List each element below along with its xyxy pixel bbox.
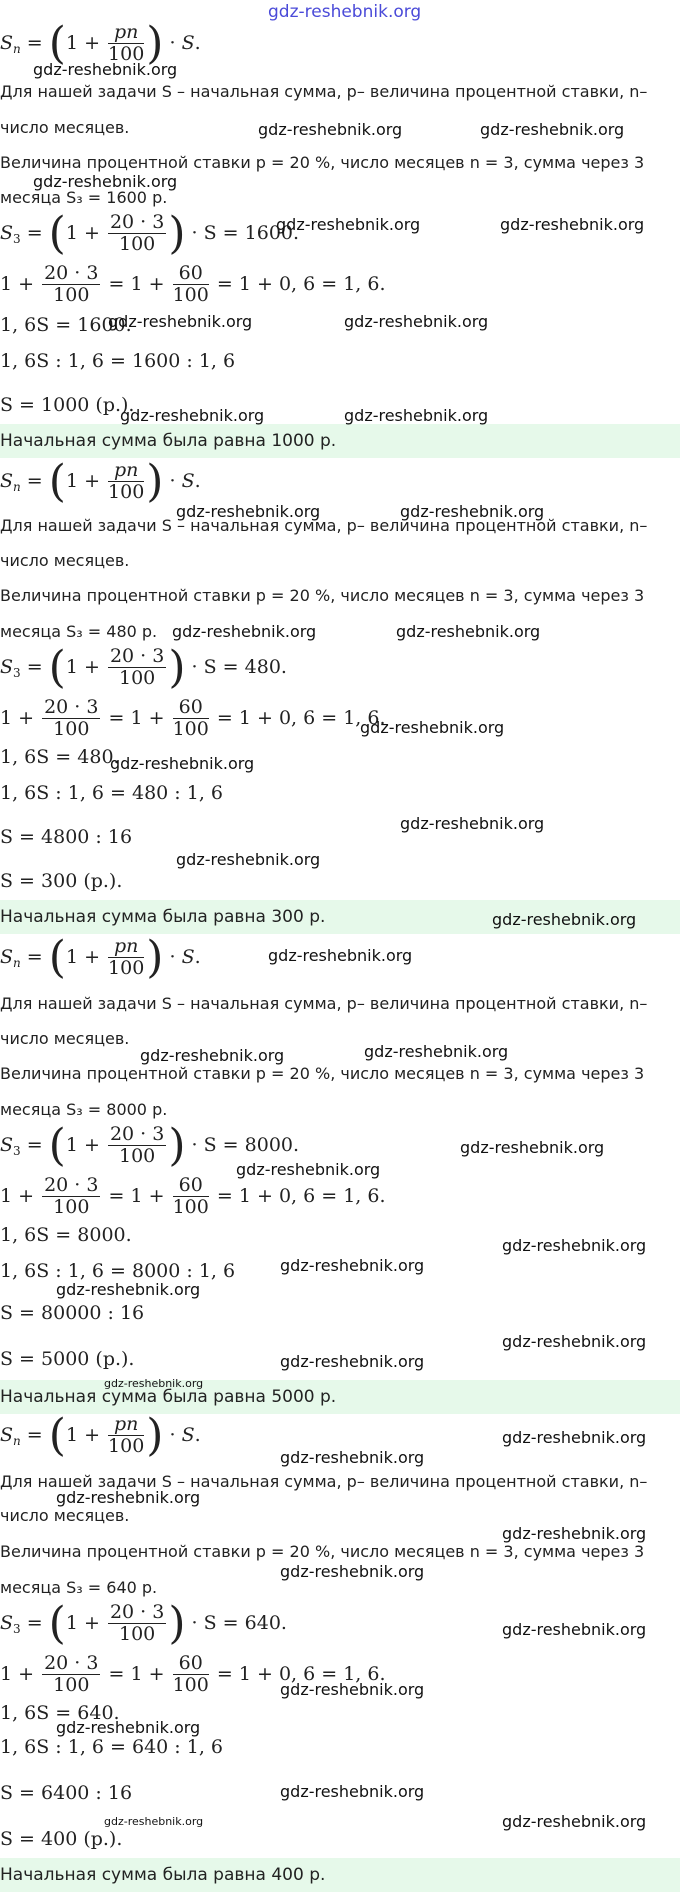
answer-line: Начальная сумма была равна 5000 р. xyxy=(0,1387,337,1407)
watermark: gdz-reshebnik.org xyxy=(502,1236,647,1255)
months-text: число месяцев. xyxy=(0,1506,130,1525)
watermark: gdz-reshebnik.org xyxy=(280,1782,425,1801)
watermark: gdz-reshebnik.org xyxy=(110,754,255,773)
watermark-top[interactable]: gdz-reshebnik.org xyxy=(268,2,422,22)
watermark: gdz-reshebnik.org xyxy=(276,215,421,234)
watermark: gdz-reshebnik.org xyxy=(500,215,645,234)
equation: $S_3 = (1$ + $\frac{20 \cdot 3}{100}$ ) · S = 480. xyxy=(0,642,287,693)
step1: 1, 6S = 8000. xyxy=(0,1224,132,1246)
task-definition: Для нашей задачи S – начальная сумма, p– величина процентной ставки, n– xyxy=(0,82,648,101)
step2: 1, 6S : 1, 6 = 1600 : 1, 6 xyxy=(0,350,236,372)
calc-line: 1 + $\frac{20 \cdot 3}{100}$ = 1 + $\frac{60}{100}$ = 1 + 0, 6 = 1, 6. xyxy=(0,262,386,306)
watermark: gdz-reshebnik.org xyxy=(344,406,489,425)
watermark: gdz-reshebnik.org xyxy=(502,1524,647,1543)
step3: S = 4800 : 16 xyxy=(0,826,133,848)
watermark: gdz-reshebnik.org xyxy=(108,312,253,331)
watermark: gdz-reshebnik.org xyxy=(56,1488,201,1507)
s3-line: месяца S₃ = 480 р. xyxy=(0,622,158,641)
watermark: gdz-reshebnik.org xyxy=(56,1718,201,1737)
watermark: gdz-reshebnik.org xyxy=(104,1377,204,1390)
step2: 1, 6S : 1, 6 = 480 : 1, 6 xyxy=(0,782,224,804)
general-formula: $S_n = (1$ + $\frac{pn}{100}$ ) · S. xyxy=(0,932,201,983)
watermark: gdz-reshebnik.org xyxy=(502,1428,647,1447)
watermark: gdz-reshebnik.org xyxy=(176,502,321,521)
calc-line: 1 + $\frac{20 \cdot 3}{100}$ = 1 + $\frac{60}{100}$ = 1 + 0, 6 = 1, 6. xyxy=(0,1174,386,1218)
general-formula: $S_n = (1$ + $\frac{pn}{100}$ ) · S. xyxy=(0,18,201,69)
watermark: gdz-reshebnik.org xyxy=(33,60,178,79)
watermark: gdz-reshebnik.org xyxy=(400,814,545,833)
watermark: gdz-reshebnik.org xyxy=(258,120,403,139)
watermark: gdz-reshebnik.org xyxy=(502,1620,647,1639)
calc-line: 1 + $\frac{20 \cdot 3}{100}$ = 1 + $\frac{60}{100}$ = 1 + 0, 6 = 1, 6. xyxy=(0,696,386,740)
step3: S = 6400 : 16 xyxy=(0,1782,133,1804)
watermark: gdz-reshebnik.org xyxy=(33,172,178,191)
calc-line: 1 + $\frac{20 \cdot 3}{100}$ = 1 + $\frac{60}{100}$ = 1 + 0, 6 = 1, 6. xyxy=(0,1652,386,1696)
equation: $S_3 = (1$ + $\frac{20 \cdot 3}{100}$ ) · S = 1600. xyxy=(0,208,300,259)
rate-line: Величина процентной ставки p = 20 %, число месяцев n = 3, сумма через 3 xyxy=(0,153,645,172)
months-text: число месяцев. xyxy=(0,118,130,137)
s3-line: месяца S₃ = 640 р. xyxy=(0,1578,158,1597)
watermark: gdz-reshebnik.org xyxy=(280,1352,425,1371)
step2: 1, 6S : 1, 6 = 8000 : 1, 6 xyxy=(0,1260,236,1282)
rate-line: Величина процентной ставки p = 20 %, число месяцев n = 3, сумма через 3 xyxy=(0,1542,645,1561)
step4: S = 5000 (р.). xyxy=(0,1348,135,1370)
watermark: gdz-reshebnik.org xyxy=(280,1448,425,1467)
answer-line: Начальная сумма была равна 300 р. xyxy=(0,907,326,927)
s3-line: месяца S₃ = 8000 р. xyxy=(0,1100,168,1119)
watermark: gdz-reshebnik.org xyxy=(172,622,317,641)
watermark: gdz-reshebnik.org xyxy=(280,1680,425,1699)
step3: S = 80000 : 16 xyxy=(0,1302,145,1324)
months-text: число месяцев. xyxy=(0,551,130,570)
watermark: gdz-reshebnik.org xyxy=(268,946,413,965)
step4: S = 400 (р.). xyxy=(0,1828,123,1850)
watermark: gdz-reshebnik.org xyxy=(280,1562,425,1581)
watermark: gdz-reshebnik.org xyxy=(492,910,637,929)
equation: $S_3 = (1$ + $\frac{20 \cdot 3}{100}$ ) · S = 640. xyxy=(0,1598,287,1649)
step2: 1, 6S : 1, 6 = 640 : 1, 6 xyxy=(0,1736,224,1758)
watermark: gdz-reshebnik.org xyxy=(502,1812,647,1831)
step4: S = 1000 (р.). xyxy=(0,394,135,416)
watermark: gdz-reshebnik.org xyxy=(400,502,545,521)
watermark: gdz-reshebnik.org xyxy=(364,1042,509,1061)
s3-line: месяца S₃ = 1600 р. xyxy=(0,188,168,207)
step1: 1, 6S = 1600. xyxy=(0,314,132,336)
step1: 1, 6S = 480. xyxy=(0,746,120,768)
watermark: gdz-reshebnik.org xyxy=(360,718,505,737)
watermark: gdz-reshebnik.org xyxy=(396,622,541,641)
watermark: gdz-reshebnik.org xyxy=(344,312,489,331)
answer-line: Начальная сумма была равна 400 р. xyxy=(0,1865,326,1885)
task-definition: Для нашей задачи S – начальная сумма, p– величина процентной ставки, n– xyxy=(0,994,648,1013)
watermark: gdz-reshebnik.org xyxy=(280,1256,425,1275)
watermark: gdz-reshebnik.org xyxy=(460,1138,605,1157)
general-formula: $S_n = (1$ + $\frac{pn}{100}$ ) · S. xyxy=(0,456,201,507)
equation: $S_3 = (1$ + $\frac{20 \cdot 3}{100}$ ) · S = 8000. xyxy=(0,1120,300,1171)
general-formula: $S_n = (1$ + $\frac{pn}{100}$ ) · S. xyxy=(0,1410,201,1461)
watermark: gdz-reshebnik.org xyxy=(140,1046,285,1065)
task-definition: Для нашей задачи S – начальная сумма, p– величина процентной ставки, n– xyxy=(0,1472,648,1491)
watermark: gdz-reshebnik.org xyxy=(502,1332,647,1351)
watermark: gdz-reshebnik.org xyxy=(480,120,625,139)
task-definition: Для нашей задачи S – начальная сумма, p– величина процентной ставки, n– xyxy=(0,516,648,535)
answer-line: Начальная сумма была равна 1000 р. xyxy=(0,431,337,451)
months-text: число месяцев. xyxy=(0,1029,130,1048)
step4: S = 300 (р.). xyxy=(0,870,123,892)
rate-line: Величина процентной ставки p = 20 %, число месяцев n = 3, сумма через 3 xyxy=(0,1064,645,1083)
watermark: gdz-reshebnik.org xyxy=(236,1160,381,1179)
rate-line: Величина процентной ставки p = 20 %, число месяцев n = 3, сумма через 3 xyxy=(0,586,645,605)
step1: 1, 6S = 640. xyxy=(0,1702,120,1724)
watermark: gdz-reshebnik.org xyxy=(176,850,321,869)
watermark: gdz-reshebnik.org xyxy=(120,406,265,425)
watermark: gdz-reshebnik.org xyxy=(56,1280,201,1299)
watermark: gdz-reshebnik.org xyxy=(104,1815,204,1828)
